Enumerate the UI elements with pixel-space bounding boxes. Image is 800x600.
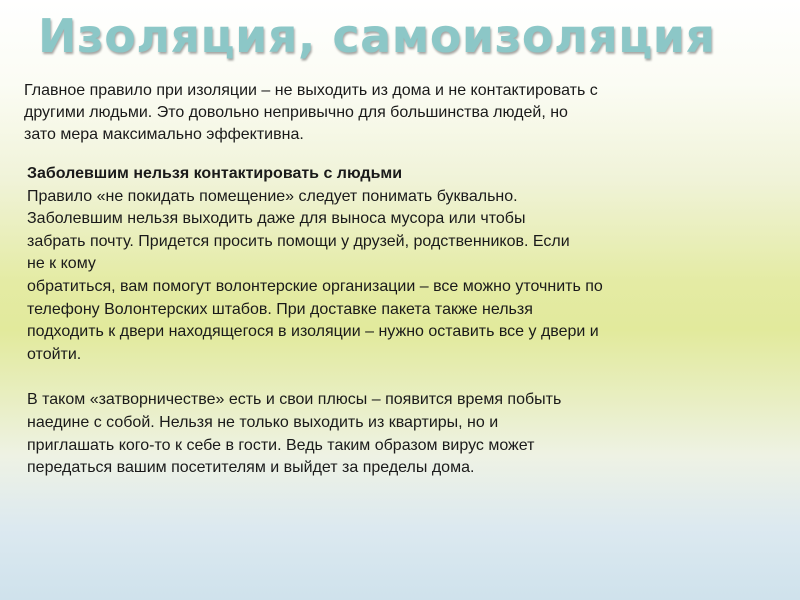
section-heading: Заболевшим нельзя контактировать с людьми	[27, 165, 403, 182]
paragraph-line: наедине с собой. Нельзя не только выходить из квартиры, но и	[27, 413, 499, 431]
body-paragraph-2	[27, 389, 767, 479]
paragraph-line: Заболевшим нельзя выходить даже для выноса мусора или чтобы	[27, 210, 526, 228]
paragraph-line: приглашать кого-то к себе в гости. Ведь таким образом вирус может	[27, 436, 535, 454]
slide-title: Изоляция, самоизоляция	[38, 9, 716, 63]
paragraph-line: телефону Волонтерских штабов. При доставке пакета также нельзя	[27, 300, 533, 318]
paragraph-line: передаться вашим посетителям и выйдет за пределы дома.	[27, 459, 475, 477]
paragraph-spacer	[27, 366, 767, 389]
paragraph-line: не к кому	[27, 255, 96, 273]
intro-line: другими людьми. Это довольно непривычно для большинства людей, но	[24, 104, 568, 121]
content-section	[27, 163, 767, 480]
intro-paragraph	[24, 80, 764, 146]
intro-line: зато мера максимально эффективна.	[24, 126, 304, 143]
paragraph-line: В таком «затворничестве» есть и свои плюсы – появится время побыть	[27, 391, 562, 409]
intro-line: Главное правило при изоляции – не выходить из дома и не контактировать с	[24, 82, 598, 99]
paragraph-line: отойти.	[27, 345, 82, 363]
body-paragraph-1	[27, 186, 767, 367]
paragraph-line: Правило «не покидать помещение» следует понимать буквально.	[27, 187, 518, 205]
paragraph-line: забрать почту. Придется просить помощи у друзей, родственников. Если	[27, 232, 570, 250]
paragraph-line: подходить к двери находящегося в изоляции – нужно оставить все у двери и	[27, 323, 599, 341]
paragraph-line: обратиться, вам помогут волонтерские организации – все можно уточнить по	[27, 277, 603, 295]
